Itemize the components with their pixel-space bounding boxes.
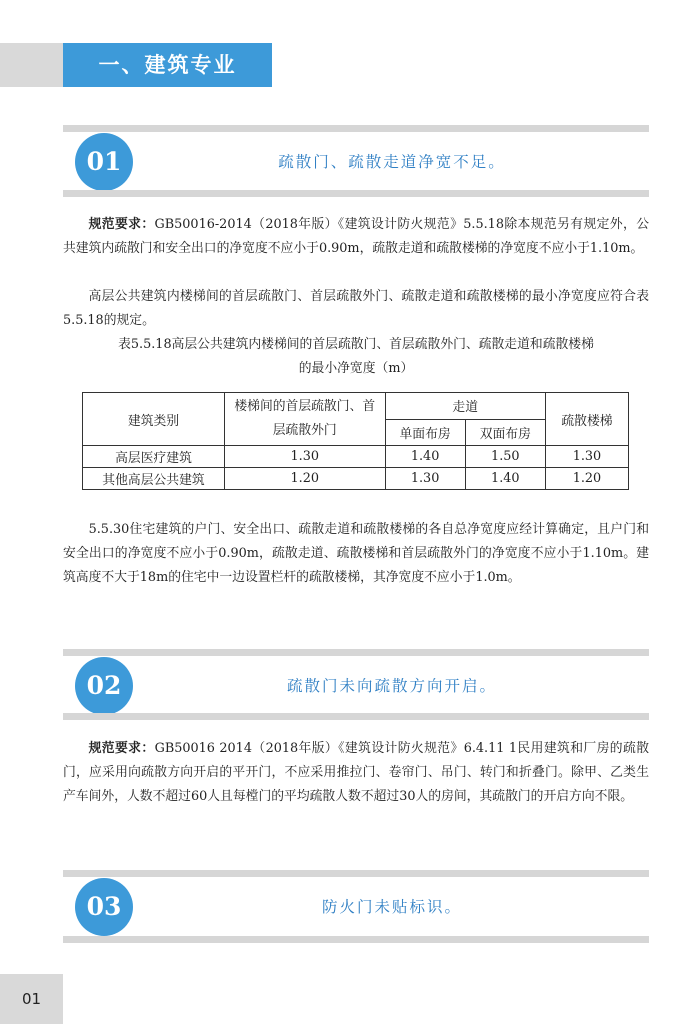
page-number: 01 xyxy=(0,974,63,1024)
divider-bar xyxy=(63,190,649,197)
issue-title: 疏散门、疏散走道净宽不足。 xyxy=(278,153,506,171)
spec-paragraph xyxy=(63,737,649,809)
table-cell: 1.20 xyxy=(545,468,628,490)
divider-bar xyxy=(63,713,649,720)
corner-block xyxy=(0,43,63,87)
table-header: 楼梯间的首层疏散门、首层疏散外门 xyxy=(224,393,385,446)
table-cell: 1.40 xyxy=(385,446,465,468)
table-header: 疏散楼梯 xyxy=(545,393,628,446)
section-banner: 一、建筑专业 xyxy=(63,43,272,87)
divider-bar xyxy=(63,125,649,132)
divider-bar xyxy=(63,936,649,943)
issue-number-badge: 01 xyxy=(75,133,133,191)
table-header: 建筑类别 xyxy=(83,393,225,446)
issue-title: 防火门未贴标识。 xyxy=(321,898,462,916)
table-header: 单面布房 xyxy=(385,419,465,446)
spec-label: 规范要求： xyxy=(88,741,155,756)
table-header: 走道 xyxy=(385,393,545,420)
table-cell: 1.30 xyxy=(545,446,628,468)
table-cell: 高层医疗建筑 xyxy=(83,446,225,468)
table-cell: 1.30 xyxy=(224,446,385,468)
spec-label: 规范要求： xyxy=(88,217,155,232)
issue-number-badge: 02 xyxy=(75,657,133,715)
table-header: 双面布房 xyxy=(465,419,545,446)
table-row xyxy=(83,468,629,490)
table-cell: 1.50 xyxy=(465,446,545,468)
table-caption: 表5.5.18高层公共建筑内楼梯间的首层疏散门、首层疏散外门、疏散走道和疏散楼梯 xyxy=(118,337,594,352)
table-caption: 的最小净宽度（m） xyxy=(298,361,414,376)
issue-title: 疏散门未向疏散方向开启。 xyxy=(286,677,497,695)
table-cell: 其他高层公共建筑 xyxy=(83,468,225,490)
spec-paragraph xyxy=(63,213,649,261)
table-cell: 1.40 xyxy=(465,468,545,490)
issue-number-badge: 03 xyxy=(75,878,133,936)
divider-bar xyxy=(63,870,649,877)
spec-text: GB50016-2014（2018年版）《建筑设计防火规范》5.5.18除本规范另有规定外，公共建筑内疏散门和安全出口的净宽度不应小于0.90m，疏散走道和疏散楼梯的净宽度不应小于1.10m。 xyxy=(63,217,649,256)
spec-paragraph: 高层公共建筑内楼梯间的首层疏散门、首层疏散外门、疏散走道和疏散楼梯的最小净宽度应符合表5.5.18的规定。 xyxy=(63,289,649,328)
table-cell: 1.30 xyxy=(385,468,465,490)
divider-bar xyxy=(63,649,649,656)
spec-text: GB50016 2014（2018年版）《建筑设计防火规范》6.4.11 1民用建筑和厂房的疏散门，应采用向疏散方向开启的平开门，不应采用推拉门、卷帘门、吊门、转门和折叠门。除甲、乙类生产车间外，人数不超过60人且每樘门的平均疏散人数不超过30人的房间，其疏散门的开启方向不限。 xyxy=(63,741,649,804)
width-table xyxy=(82,392,629,490)
table-cell: 1.20 xyxy=(224,468,385,490)
table-row xyxy=(83,446,629,468)
spec-paragraph: 5.5.30住宅建筑的户门、安全出口、疏散走道和疏散楼梯的各自总净宽度应经计算确定，且户门和安全出口的净宽度不应小于0.90m，疏散走道、疏散楼梯和首层疏散外门的净宽度不应小于1.10m。建筑高度不大于18m的住宅中一边设置栏杆的疏散楼梯，其净宽度不应小于1.0m。 xyxy=(63,522,649,585)
